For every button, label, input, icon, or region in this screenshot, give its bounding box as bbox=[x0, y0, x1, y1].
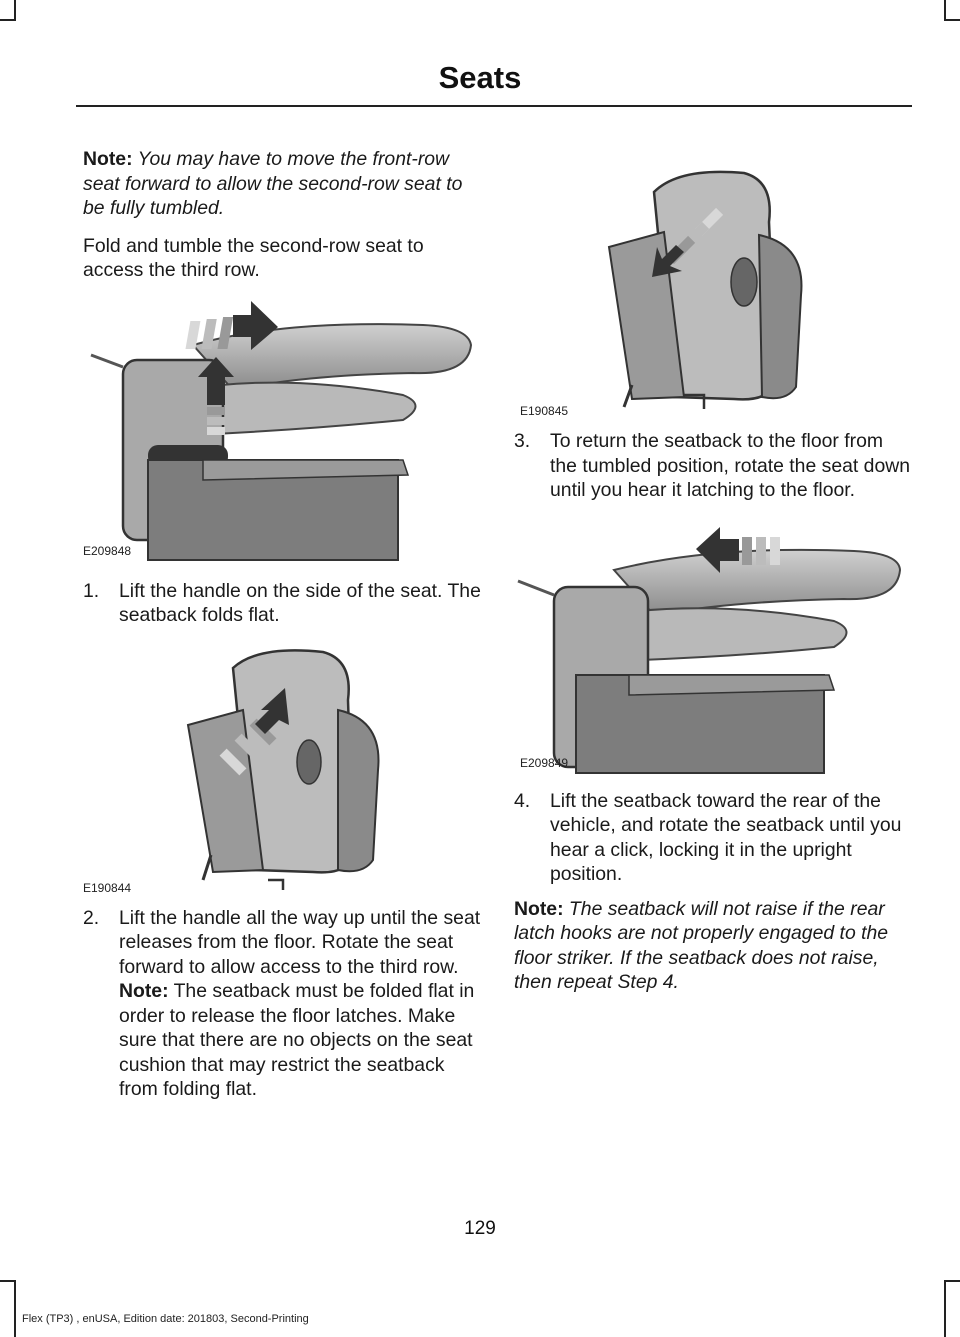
figure-code: E209848 bbox=[83, 543, 132, 558]
seat-tumble-illustration bbox=[83, 640, 473, 894]
step-1 bbox=[83, 579, 481, 628]
crop-mark-bottom-right-v bbox=[944, 1280, 946, 1337]
crop-mark-bottom-left-v bbox=[14, 1280, 16, 1337]
step-number: 1. bbox=[83, 579, 100, 602]
crop-mark-top-right-v bbox=[944, 0, 946, 20]
step-number: 4. bbox=[514, 789, 531, 812]
edition-line: Flex (TP3) , enUSA, Edition date: 201803, Second-Printing bbox=[22, 1313, 309, 1325]
note-text: The seatback will not raise if the rear latch hooks are not properly engaged to the floor striker. If the seatback does not raise, then repeat Step 4. bbox=[514, 897, 889, 993]
step-number: 2. bbox=[83, 906, 100, 929]
figure-seat-tumbled bbox=[514, 147, 904, 419]
seat-tumbled-illustration bbox=[514, 147, 904, 419]
figure-seat-fold-handle bbox=[83, 295, 473, 567]
note-paragraph-1 bbox=[83, 147, 481, 221]
step-text: Lift the handle on the side of the seat. The seatback folds flat. bbox=[119, 579, 481, 626]
figure-code: E190845 bbox=[520, 404, 569, 418]
step-4 bbox=[514, 789, 912, 887]
step-3 bbox=[514, 429, 912, 503]
right-column bbox=[514, 147, 912, 995]
seat-fold-illustration bbox=[83, 295, 473, 567]
page-title: Seats bbox=[438, 60, 522, 95]
left-column bbox=[83, 147, 481, 1102]
figure-code: E190844 bbox=[83, 880, 132, 895]
crop-mark-top-left-v bbox=[14, 0, 16, 20]
note-paragraph-2 bbox=[514, 897, 912, 995]
step-text-b: The seatback must be folded flat in order to release the floor latches. Make sure that there are no objects on the seat cushion that may restrict the seatback from folding flat. bbox=[119, 980, 475, 1100]
figure-code: E209849 bbox=[520, 755, 569, 770]
crop-mark-bottom-left-h bbox=[0, 1280, 16, 1282]
figure-seat-tumble bbox=[83, 640, 473, 894]
seat-return-illustration bbox=[514, 515, 904, 777]
crop-mark-top-right-h bbox=[944, 19, 960, 21]
step-number: 3. bbox=[514, 430, 531, 452]
crop-mark-top-left-h bbox=[0, 19, 16, 21]
page-number: 129 bbox=[464, 1218, 496, 1239]
note-text: You may have to move the front-row seat forward to allow the second-row seat to be fully tumbled. bbox=[83, 148, 463, 219]
note-label: Note: bbox=[83, 148, 133, 170]
step-text-a: Lift the handle all the way up until the seat releases from the floor. Rotate the seat forward to allow access to the third row. bbox=[119, 906, 481, 978]
intro-paragraph: Fold and tumble the second-row seat to access the third row. bbox=[83, 234, 424, 281]
step-text: Lift the seatback toward the rear of the vehicle, and rotate the seatback until you hear a click, locking it in the upright position. bbox=[550, 789, 902, 885]
note-label: Note: bbox=[514, 897, 564, 920]
figure-seat-return bbox=[514, 515, 904, 777]
header-rule bbox=[76, 105, 912, 107]
step-note-label: Note: bbox=[119, 980, 169, 1002]
step-2 bbox=[83, 906, 481, 1102]
crop-mark-bottom-right-h bbox=[944, 1280, 960, 1282]
step-text: To return the seatback to the floor from the tumbled position, rotate the seat down until you hear it latching to the floor. bbox=[550, 430, 911, 501]
